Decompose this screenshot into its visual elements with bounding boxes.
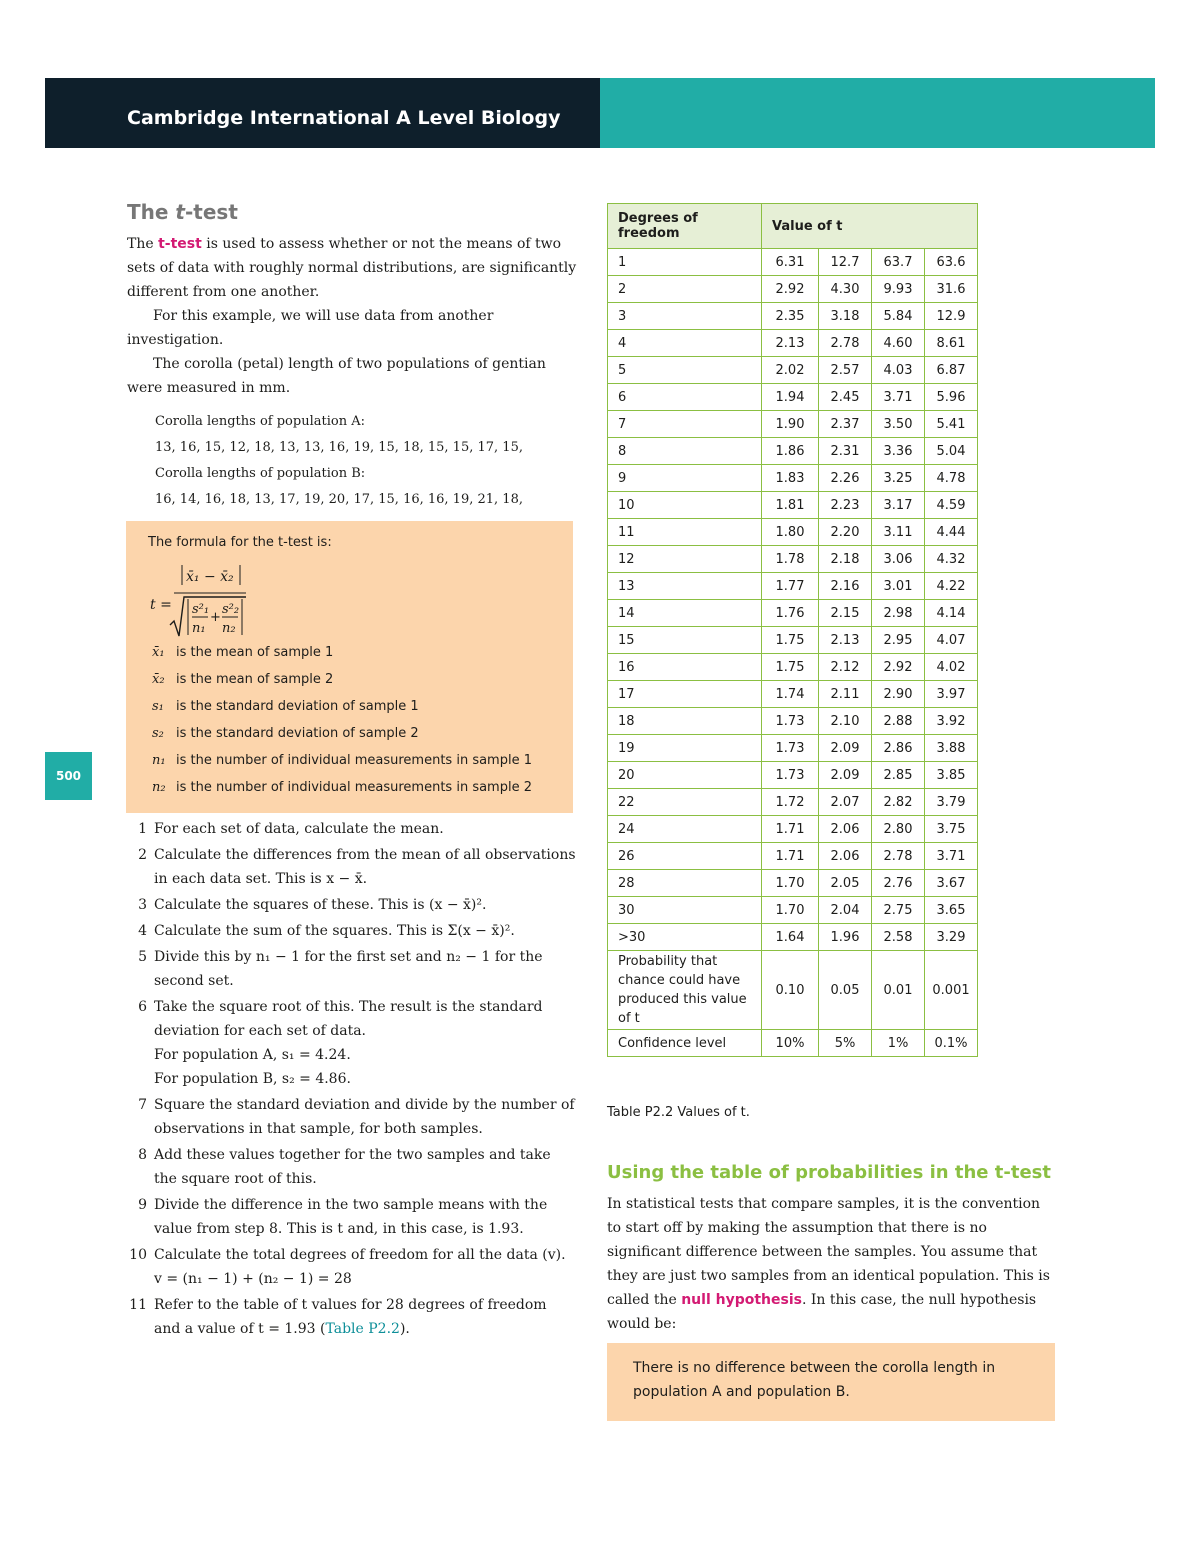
- var-row-n2: n₂ is the number of individual measurements in sample 2: [152, 780, 532, 795]
- t-value-cell: 5.96: [925, 384, 978, 411]
- probability-row: [608, 951, 978, 1030]
- t-value-cell: 1.71: [762, 843, 819, 870]
- t-value-cell: 3.71: [925, 843, 978, 870]
- t-value-cell: 2.37: [819, 411, 872, 438]
- t-test-formula: [148, 559, 288, 641]
- df-cell: 17: [608, 681, 762, 708]
- table-row: [608, 438, 978, 465]
- t-value-cell: 2.78: [819, 330, 872, 357]
- t-value-cell: 2.57: [819, 357, 872, 384]
- t-value-cell: 2.09: [819, 735, 872, 762]
- svg-text:s²₂: s²₂: [222, 602, 240, 617]
- table-header-row: [608, 204, 978, 249]
- df-cell: 12: [608, 546, 762, 573]
- pop-b-values: 16, 14, 16, 18, 13, 17, 19, 20, 17, 15, 16, 16, 19, 21, 18,: [155, 492, 523, 507]
- pop-b-label: Corolla lengths of population B:: [155, 466, 366, 481]
- t-value-cell: 2.82: [872, 789, 925, 816]
- df-cell: 8: [608, 438, 762, 465]
- step-11: 11 Refer to the table of t values for 28 degrees of freedom and a value of t = 1.93 (Table P2.2).: [129, 1297, 547, 1337]
- t-value-cell: 6.31: [762, 249, 819, 276]
- df-cell: 7: [608, 411, 762, 438]
- table-row: [608, 654, 978, 681]
- t-value-cell: 31.6: [925, 276, 978, 303]
- t-value-cell: 1.96: [819, 924, 872, 951]
- table-row: [608, 411, 978, 438]
- t-value-cell: 1.73: [762, 708, 819, 735]
- t-value-cell: 1.64: [762, 924, 819, 951]
- t-value-cell: 2.75: [872, 897, 925, 924]
- t-value-cell: 3.01: [872, 573, 925, 600]
- t-value-cell: 4.44: [925, 519, 978, 546]
- df-cell: 15: [608, 627, 762, 654]
- step-10: 10 Calculate the total degrees of freedom for all the data (v). v = (n₁ − 1) + (n₂ − 1) = 28: [129, 1247, 566, 1287]
- svg-text:x̄₁ − x̄₂: x̄₁ − x̄₂: [186, 569, 234, 585]
- table-row: [608, 735, 978, 762]
- table-row: [608, 573, 978, 600]
- table-row: [608, 465, 978, 492]
- table-link[interactable]: Table P2.2: [325, 1321, 400, 1337]
- t-value-cell: 2.35: [762, 303, 819, 330]
- t-value-cell: 1.78: [762, 546, 819, 573]
- t-value-cell: 3.92: [925, 708, 978, 735]
- probability-value: 0.10: [762, 951, 819, 1030]
- t-value-cell: 4.78: [925, 465, 978, 492]
- df-cell: 30: [608, 897, 762, 924]
- t-value-cell: 2.04: [819, 897, 872, 924]
- t-value-cell: 2.05: [819, 870, 872, 897]
- t-value-cell: 2.06: [819, 843, 872, 870]
- var-row-x2: x̄₂ is the mean of sample 2: [152, 672, 334, 687]
- t-value-cell: 1.75: [762, 654, 819, 681]
- t-value-cell: 2.06: [819, 816, 872, 843]
- t-value-cell: 2.12: [819, 654, 872, 681]
- page-number: 500: [45, 752, 92, 800]
- t-value-cell: 3.18: [819, 303, 872, 330]
- t-value-cell: 2.31: [819, 438, 872, 465]
- t-value-cell: 9.93: [872, 276, 925, 303]
- table-row: [608, 330, 978, 357]
- t-value-cell: 2.02: [762, 357, 819, 384]
- table-row: [608, 492, 978, 519]
- table-row: [608, 276, 978, 303]
- df-cell: 22: [608, 789, 762, 816]
- t-value-cell: 2.13: [762, 330, 819, 357]
- null-hypothesis-term: null hypothesis: [681, 1292, 802, 1308]
- header-df: Degrees of freedom: [608, 204, 762, 249]
- t-value-cell: 4.07: [925, 627, 978, 654]
- null-hypothesis-paragraph: In statistical tests that compare samples, it is the convention to start off by making the assumption that there is no significant difference between the samples. You assume that they are just two samples from an identical population. This is called the null hypothesis. In this case, the null hypothesis would be:: [607, 1196, 1050, 1332]
- table-row: [608, 249, 978, 276]
- t-value-cell: 3.97: [925, 681, 978, 708]
- pop-a-values: 13, 16, 15, 12, 18, 13, 13, 16, 19, 15, 18, 15, 15, 17, 15,: [155, 440, 523, 455]
- t-value-cell: 3.65: [925, 897, 978, 924]
- t-value-cell: 3.88: [925, 735, 978, 762]
- formula-intro: The formula for the t-test is:: [148, 535, 332, 550]
- section-title: The t-test: [127, 200, 238, 224]
- df-cell: 1: [608, 249, 762, 276]
- t-value-cell: 2.23: [819, 492, 872, 519]
- df-cell: 28: [608, 870, 762, 897]
- step-9: 9 Divide the difference in the two sample means with the value from step 8. This is t and, in this case, is 1.93.: [138, 1197, 548, 1237]
- t-value-cell: 3.17: [872, 492, 925, 519]
- formula-box: [126, 521, 573, 813]
- t-value-cell: 2.09: [819, 762, 872, 789]
- t-value-cell: 2.58: [872, 924, 925, 951]
- t-value-cell: 5.84: [872, 303, 925, 330]
- example-paragraph: For this example, we will use data from another investigation.: [127, 308, 494, 348]
- df-cell: 11: [608, 519, 762, 546]
- t-value-cell: 1.74: [762, 681, 819, 708]
- t-value-cell: 4.30: [819, 276, 872, 303]
- svg-text:s²₁: s²₁: [192, 602, 210, 617]
- t-value-cell: 4.60: [872, 330, 925, 357]
- table-row: [608, 708, 978, 735]
- step-2: 2 Calculate the differences from the mean of all observations in each data set. This is x − x̄.: [138, 847, 576, 887]
- var-row-x1: x̄₁ is the mean of sample 1: [152, 645, 334, 660]
- table-row: [608, 897, 978, 924]
- table-row: [608, 519, 978, 546]
- df-cell: 18: [608, 708, 762, 735]
- t-value-cell: 1.86: [762, 438, 819, 465]
- step-8: 8 Add these values together for the two samples and take the square root of this.: [138, 1147, 551, 1187]
- t-value-cell: 2.98: [872, 600, 925, 627]
- step-6: 6 Take the square root of this. The result is the standard deviation for each set of data. For population A, s₁ = 4.24. For population B, s₂ = 4.86.: [138, 999, 543, 1087]
- t-value-cell: 1.80: [762, 519, 819, 546]
- t-value-cell: 4.32: [925, 546, 978, 573]
- steps-list: [127, 817, 577, 1343]
- df-cell: 24: [608, 816, 762, 843]
- svg-text:n₁: n₁: [192, 621, 206, 636]
- t-value-cell: 1.81: [762, 492, 819, 519]
- confidence-value: 10%: [762, 1030, 819, 1057]
- df-cell: 19: [608, 735, 762, 762]
- table-row: [608, 789, 978, 816]
- confidence-value: 5%: [819, 1030, 872, 1057]
- t-value-cell: 4.14: [925, 600, 978, 627]
- t-value-cell: 8.61: [925, 330, 978, 357]
- table-row: [608, 546, 978, 573]
- t-value-cell: 3.36: [872, 438, 925, 465]
- table-row: [608, 600, 978, 627]
- t-value-cell: 5.04: [925, 438, 978, 465]
- t-value-cell: 1.73: [762, 735, 819, 762]
- header-teal-band: [600, 78, 1155, 148]
- t-value-cell: 2.85: [872, 762, 925, 789]
- t-value-cell: 2.90: [872, 681, 925, 708]
- header-value: Value of t: [762, 204, 978, 249]
- table-row: [608, 681, 978, 708]
- svg-text:t =: t =: [150, 597, 172, 613]
- t-value-cell: 3.29: [925, 924, 978, 951]
- t-value-cell: 2.95: [872, 627, 925, 654]
- t-value-cell: 12.9: [925, 303, 978, 330]
- t-value-cell: 2.80: [872, 816, 925, 843]
- null-statement: There is no difference between the corolla length in population A and population B.: [633, 1360, 996, 1400]
- t-value-cell: 3.79: [925, 789, 978, 816]
- intro-paragraph: The t-test is used to assess whether or not the means of two sets of data with roughly normal distributions, are significantly different from one another.: [127, 236, 577, 300]
- t-value-cell: 3.75: [925, 816, 978, 843]
- table-row: [608, 924, 978, 951]
- t-value-cell: 2.78: [872, 843, 925, 870]
- df-cell: 4: [608, 330, 762, 357]
- pop-a-label: Corolla lengths of population A:: [155, 414, 365, 429]
- df-cell: 5: [608, 357, 762, 384]
- t-value-cell: 2.76: [872, 870, 925, 897]
- t-values-table: [607, 203, 978, 1057]
- table-caption: Table P2.2 Values of t.: [607, 1105, 750, 1120]
- df-cell: 9: [608, 465, 762, 492]
- var-row-s2: s₂ is the standard deviation of sample 2: [152, 726, 419, 741]
- t-value-cell: 63.6: [925, 249, 978, 276]
- t-value-cell: 4.22: [925, 573, 978, 600]
- t-value-cell: 3.50: [872, 411, 925, 438]
- t-value-cell: 2.11: [819, 681, 872, 708]
- df-cell: 13: [608, 573, 762, 600]
- step-3: 3 Calculate the squares of these. This is (x − x̄)².: [138, 897, 487, 913]
- t-value-cell: 3.67: [925, 870, 978, 897]
- t-value-cell: 12.7: [819, 249, 872, 276]
- t-value-cell: 1.90: [762, 411, 819, 438]
- page-header: [45, 78, 1155, 148]
- t-value-cell: 5.41: [925, 411, 978, 438]
- table-row: [608, 303, 978, 330]
- corolla-paragraph: The corolla (petal) length of two populations of gentian were measured in mm.: [127, 356, 546, 396]
- book-title: Cambridge International A Level Biology: [127, 107, 561, 129]
- population-data: [155, 409, 523, 513]
- t-value-cell: 1.71: [762, 816, 819, 843]
- t-value-cell: 4.59: [925, 492, 978, 519]
- t-value-cell: 2.88: [872, 708, 925, 735]
- t-value-cell: 2.20: [819, 519, 872, 546]
- t-value-cell: 3.25: [872, 465, 925, 492]
- df-cell: 14: [608, 600, 762, 627]
- t-value-cell: 3.11: [872, 519, 925, 546]
- t-value-cell: 6.87: [925, 357, 978, 384]
- probability-label: Probability that chance could have produced this value of t: [608, 951, 762, 1030]
- var-row-n1: n₁ is the number of individual measurements in sample 1: [152, 753, 532, 768]
- t-value-cell: 2.18: [819, 546, 872, 573]
- t-value-cell: 4.02: [925, 654, 978, 681]
- t-value-cell: 3.71: [872, 384, 925, 411]
- t-value-cell: 2.13: [819, 627, 872, 654]
- df-cell: 20: [608, 762, 762, 789]
- table-row: [608, 762, 978, 789]
- var-row-s1: s₁ is the standard deviation of sample 1: [152, 699, 419, 714]
- t-value-cell: 1.77: [762, 573, 819, 600]
- df-cell: 10: [608, 492, 762, 519]
- step-1: 1 For each set of data, calculate the mean.: [138, 821, 444, 837]
- t-value-cell: 2.16: [819, 573, 872, 600]
- t-value-cell: 1.83: [762, 465, 819, 492]
- t-value-cell: 1.94: [762, 384, 819, 411]
- t-value-cell: 3.06: [872, 546, 925, 573]
- step-4: 4 Calculate the sum of the squares. This is Σ(x − x̄)².: [138, 923, 515, 939]
- t-value-cell: 1.70: [762, 870, 819, 897]
- t-value-cell: 2.92: [872, 654, 925, 681]
- df-cell: 3: [608, 303, 762, 330]
- step-7: 7 Square the standard deviation and divide by the number of observations in that sample, for both samples.: [138, 1097, 575, 1137]
- probability-value: 0.05: [819, 951, 872, 1030]
- table-row: [608, 843, 978, 870]
- t-value-cell: 1.70: [762, 897, 819, 924]
- probability-value: 0.01: [872, 951, 925, 1030]
- df-cell: 16: [608, 654, 762, 681]
- t-value-cell: 1.75: [762, 627, 819, 654]
- t-value-cell: 1.72: [762, 789, 819, 816]
- table-row: [608, 627, 978, 654]
- t-value-cell: 2.07: [819, 789, 872, 816]
- using-table-title: Using the table of probabilities in the t-test: [607, 1162, 1051, 1183]
- table-row: [608, 357, 978, 384]
- t-value-cell: 4.03: [872, 357, 925, 384]
- table-row: [608, 384, 978, 411]
- t-value-cell: 1.73: [762, 762, 819, 789]
- t-test-term: t-test: [158, 236, 202, 252]
- svg-text:+: +: [210, 610, 221, 625]
- step-5: 5 Divide this by n₁ − 1 for the first set and n₂ − 1 for the second set.: [138, 949, 543, 989]
- confidence-value: 1%: [872, 1030, 925, 1057]
- t-value-cell: 2.45: [819, 384, 872, 411]
- t-value-cell: 2.15: [819, 600, 872, 627]
- t-value-cell: 2.26: [819, 465, 872, 492]
- t-value-cell: 63.7: [872, 249, 925, 276]
- null-hypothesis-box: [607, 1343, 1055, 1421]
- confidence-row: [608, 1030, 978, 1057]
- t-value-cell: 3.85: [925, 762, 978, 789]
- df-cell: 6: [608, 384, 762, 411]
- t-value-cell: 1.76: [762, 600, 819, 627]
- t-value-cell: 2.92: [762, 276, 819, 303]
- confidence-value: 0.1%: [925, 1030, 978, 1057]
- df-cell: >30: [608, 924, 762, 951]
- t-value-cell: 2.10: [819, 708, 872, 735]
- probability-value: 0.001: [925, 951, 978, 1030]
- t-value-cell: 2.86: [872, 735, 925, 762]
- svg-text:n₂: n₂: [222, 621, 236, 636]
- table-row: [608, 816, 978, 843]
- confidence-label: Confidence level: [608, 1030, 762, 1057]
- table-row: [608, 870, 978, 897]
- df-cell: 26: [608, 843, 762, 870]
- df-cell: 2: [608, 276, 762, 303]
